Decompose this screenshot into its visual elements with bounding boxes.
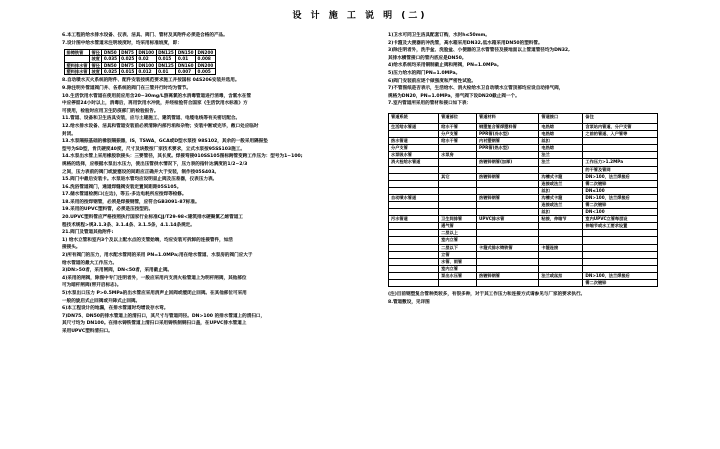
table-row [389,216,658,223]
table-cell [539,237,583,244]
table-cell: 电热熔 [539,123,583,130]
table-cell: 消火栓给水管道 [389,159,439,166]
table-cell: PPR管(冷水型) [477,131,539,138]
table-cell [439,280,477,287]
table-cell: 室内UPVC立管每层设 [583,216,658,223]
table-cell: 备注 [583,113,658,123]
table-cell: 卫生间排管 [439,216,477,223]
text-line: 一般的旋启式止回阀或升降式止回阀。 [62,298,141,304]
table-cell: 热镀锌钢管(加厚) [477,159,539,166]
table-cell: 需二次镀锌 [583,280,658,287]
table-header-row [389,113,658,123]
table-cell [389,209,439,216]
table-cell: 管径 [91,62,100,68]
table-row [389,265,658,272]
table-cell: 电热熔 [539,145,583,152]
table-row [389,145,658,152]
text-line: 14.水泵出水管上采用橡胶软接头：三要管径，其长度。焊接弯接010SS105图标跨管变跨工作压为：型号为1~100; [62,154,303,160]
text-line: 7)不管图纸是否表示，生活给水、消火栓给水卫自动喷水立管顶部均应设自动排气阀， [388,86,564,92]
text-line: 9.除注明外管道阀门井、各系统的阀门在三管并行时均为管节。 [62,85,191,91]
table-cell: 0.01 [176,56,196,62]
table-cell: DN≤100 [583,187,658,194]
text-line: 2)所有阀门的压力，用水配水管网的采用 PN=1.0MPa;用在给水管道、水泵房的阀门应大于 [62,253,253,259]
text-line: 16.洗浴管道阀门，通道焊缝阀安装定置间距距05S105。 [62,184,182,190]
text-line: 15.阀门中最后安装卡。水泵进水管均应设明显止阀及压差器，仪表压力表。 [62,177,218,183]
table-cell [477,258,539,265]
table-cell: 含泵站内管道、分户支管 [583,123,658,130]
table-cell [477,230,539,237]
table-cell [389,187,439,194]
footnote-line: 8.管道敷设，见详图 [388,299,430,305]
pipe-material-table [388,113,658,287]
table-cell: 污水管道 [389,216,439,223]
table-cell: 自动喷水管道 [389,194,439,201]
text-line: 3)除注明者外，洗手盆、洗脸盆、小便器的卫水管管径及接地面以上管道管径均为DN32, [388,48,570,54]
table-cell: 坡度 [91,69,100,75]
text-line: 给水管道的最大工作压力。 [62,260,118,266]
table-cell: 热镀锌钢管 [477,194,539,201]
table-row [65,69,216,75]
table-cell: 的干管及管网 [583,166,658,173]
table-cell [539,258,583,265]
left-text-block-b [62,77,362,335]
table-cell: 丝扣 [539,209,583,216]
table-cell [477,180,539,187]
table-cell [477,209,539,216]
text-line: 10.生活饮用水管道在使用前应用含20~30mg/L游离氯的水消毒管道进行消毒，含氯水在管 [62,93,252,99]
table-cell [439,201,477,208]
text-line: 11.管道、设备和卫生洁具安装，应与土建施工、建筑管道、电缆电线等有关密切配合。 [62,116,241,122]
footnote-line: (注)目前钢塑复合管种类较多，有很多种，对于其工作压力和连接方式请参见与厂家的要求执行。 [388,292,586,298]
table-cell [389,201,439,208]
table-cell [539,223,583,230]
table-row [389,223,658,230]
table-cell [389,237,439,244]
table-cell: PPR管(热水型) [477,145,539,152]
table-cell: 管道系统 [389,113,439,123]
table-cell: 塑料排水管 [66,69,88,75]
text-line: 17.储水管道检测口(左边)，等五-多边电耗所应按焊等检修。 [62,192,187,198]
text-line: 21.阀门及管道其他附件: [62,230,114,236]
page-title: 设 计 施 工 说 明 (二) [292,11,428,21]
text-line: 接接头。 [62,245,81,251]
text-line: 其排水横管接口的管内底应是DN50。 [388,55,467,61]
table-cell: 给水干管 [439,138,477,145]
table-row [389,209,658,216]
table-cell: DN200 [197,62,214,68]
left-column [62,32,362,336]
table-cell [583,251,658,258]
table-cell [477,166,539,173]
text-line: 6)本工程设计的地漏，在排水管道时均增设存水弯。 [62,306,169,312]
table-cell: 沟槽式卡箍 [539,173,583,180]
table-row [389,138,658,145]
table-cell [583,230,658,237]
table-cell: 分户支管 [439,131,477,138]
table-cell [389,131,439,138]
text-line: 19.采用的UPVC塑料管，必须是压按型的。 [62,207,154,213]
table-cell [439,159,477,166]
table-cell: DN>100，法兰焊接后 [583,272,658,279]
table-cell: 0.025 [121,56,135,62]
table-cell [439,194,477,201]
text-line: 之间，压力表前的阀门或旋塞设的间距应正确并大于安装，制作按05S403。 [62,169,220,175]
table-cell: 管道材料 [477,113,539,123]
table-cell [539,265,583,272]
table-cell: 塑料排水管 [66,62,88,68]
table-cell: 管径 [91,50,100,56]
text-line: 可使用，检验时应用卫生防疫部门的检验报告。 [62,108,159,114]
table-cell: 生活给水管道 [389,123,439,130]
table-cell [583,138,658,145]
table-cell [583,244,658,251]
table-cell [389,272,439,279]
table-row [389,251,658,258]
table-cell: 分户支管 [389,145,439,152]
table-cell [477,280,539,287]
table-cell [583,145,658,152]
table-row [389,180,658,187]
table-row [389,131,658,138]
table-cell: 沟槽式卡箍 [539,194,583,201]
right-footnotes [388,291,678,306]
text-line: 12.给水排水设备、洁具和管道安装前必须清除内部污垢和杂物；安装中断或完毕，敞口处应临时 [62,123,259,129]
right-column [388,32,678,306]
table-row [389,159,658,166]
table-cell [439,180,477,187]
table-cell: 需二次镀锌 [583,201,658,208]
table-cell: 法兰 [539,152,583,159]
table-row [389,244,658,251]
text-line: 1)卫水可同卫生洁具配套订购，水封h≤50mm。 [388,33,490,38]
table-cell: DN75 [119,50,136,56]
table-row [389,258,658,265]
left-text-block-a [62,32,362,47]
table-cell: DN>100，法兰焊接后 [583,194,658,201]
table-cell: 卡箍式排水铸铁管 [477,244,539,251]
table-cell [439,187,477,194]
table-cell: 通气管 [439,223,477,230]
text-line: 封闭。 [62,131,76,137]
table-row [389,237,658,244]
table-cell [389,180,439,187]
table-row [389,230,658,237]
slope-table [64,49,216,75]
text-line: 6.本工程的给水排水设备、仪表、洁具、阀门、管材及其附件必须是合格的产品。 [62,33,228,38]
text-line: 7)DN75、DN50的排水管道上的清扫口，其尺寸与管道同径。DN>100 的排水管道上的清扫口， [62,313,266,319]
table-row [65,62,216,68]
table-row [389,272,658,279]
table-cell: 工作压力>1.2MPa [583,159,658,166]
table-row [389,152,658,159]
text-line: 7.室内管道所采用的管材和接口如下表： [388,101,472,107]
table-cell: 水泵房 [439,152,477,159]
table-cell: DN125 [158,50,174,56]
text-line: 8.自动喷水灭火系统的附件、配件安装按规范要求施工并按国标 04S206安装并选用。 [62,78,240,84]
table-cell: 二层以下 [439,244,477,251]
table-cell: DN50 [102,50,119,56]
table-cell: 室内立管 [439,265,477,272]
table-cell [477,265,539,272]
table-row [389,194,658,201]
table-cell: 热镀锌钢管 [477,272,539,279]
table-cell: 0.008 [196,56,216,62]
table-cell [477,187,539,194]
table-cell: DN100 [138,62,155,68]
table-cell: 热水管道 [389,138,439,145]
table-cell: 热镀锌钢管 [477,173,539,180]
text-line: 2)卡箍及大便器的冲洗管，高水箱采用DN32,低水箱采用DN50的塑料管。 [388,40,543,46]
table-cell [439,209,477,216]
text-line: 5)压力给水的阀门PN=1.0MPa。 [388,70,461,76]
table-cell [583,258,658,265]
table-cell: 其它 [439,173,477,180]
table-cell: 0.007 [176,69,196,75]
table-cell: 排铸铁管 [65,50,90,56]
table-cell: 给水干管 [439,123,477,130]
table-cell: DN160 [177,62,194,68]
table-cell: 0.005 [196,69,216,75]
table-cell [539,230,583,237]
table-cell: 水管、雨管 [439,258,477,265]
table-cell: 水泵吸水管 [389,152,439,159]
table-cell: 管道部位 [439,113,477,123]
table-cell [389,244,439,251]
table-cell: 连接或法兰 [539,180,583,187]
table-cell: DN100 [138,50,155,56]
text-line: 其尺寸均为 DN100。在排水铸铁管道上清扫口采用铸铁制铜扫口盖，在UPVC排水管道上 [62,321,247,327]
table-cell: 0.015 [156,56,176,62]
text-line: 可为暗杆闸阀(带开启标志)。 [62,283,122,289]
table-row [389,166,658,173]
table-cell: 0.035 [103,56,118,62]
table-cell: 二层以上 [439,230,477,237]
table-cell: DN<100 [583,209,658,216]
table-cell [389,230,439,237]
table-row [389,187,658,194]
table-cell: DN>100，法兰焊接后 [583,173,658,180]
table-cell: 电热熔 [539,131,583,138]
table-cell [389,251,439,258]
table-cell: 伸缩节或水工要求设置 [583,223,658,230]
table-row [389,201,658,208]
table-cell: 法兰 [539,159,583,166]
text-line: 程技术规程>规3.1.3条、3.1.4条、3.1.5条，4.1.14条规定。 [62,222,195,228]
table-cell [477,237,539,244]
table-cell: DN200 [197,50,214,56]
table-cell [389,265,439,272]
text-line: 6)阀门安装前应逐个做强度和严密性试验。 [388,78,476,84]
table-cell: 0.02 [136,56,156,62]
table-cell [389,166,439,173]
text-line: 规格为DN20，PN=1.0MPa，排气阀下设DN20截止阀一个。 [388,93,520,99]
table-cell [539,166,583,173]
table-cell: 需二次镀锌 [583,180,658,187]
table-cell [539,280,583,287]
table-cell: 0.015 [121,69,135,75]
table-cell: 0.01 [156,69,176,75]
table-cell: 立管 [439,251,477,258]
table-cell [583,152,658,159]
table-cell [539,251,583,258]
table-cell [477,152,539,159]
table-cell: 粘接，伸缩节 [539,216,583,223]
table-cell: 泵出水压管 [439,272,477,279]
table-cell [477,251,539,258]
text-line: 4)采用的闸阀，除图中专门注明者外，一般应采用内支消火栓管道上为明杆闸阀，其他部位 [62,275,247,281]
table-cell: 丝扣 [539,187,583,194]
table-cell [477,201,539,208]
table-cell [439,145,477,152]
text-line: 采用UPVC塑料清扫口。 [62,328,113,334]
table-cell [389,173,439,180]
table-cell: 室内立管 [439,237,477,244]
text-line: 4)给水系统均采用铜制截止阀和闸阀，PN=1.0MPa。 [388,63,502,69]
table-row [389,173,658,180]
table-cell [389,258,439,265]
text-line: 1) 给水立管和室内3个及以上配水点的支管始端，均应安装可拆卸的连接管件，如活 [62,237,233,243]
table-cell: 之前的管道、入户管等 [583,131,658,138]
table-cell: 丝扣 [539,138,583,145]
table-row [389,123,658,130]
table-cell [583,237,658,244]
text-line: 中应停留24小时以上，消毒后，再用饮用水冲洗，并经检验符合国家《生活饮用水标准》方 [62,101,248,107]
table-cell: DN75 [119,62,136,68]
table-cell [439,166,477,173]
text-line: 13.水泵隔振基础的橡胶隔振器，IS，TSWA，GCA或D型水泵按 98S102，其余的一般采用隔振垫 [62,139,268,145]
table-cell: 0.012 [136,69,156,75]
text-line: 规格的选择，应根据水泵出水压力，使出压管供水情况下，压力表的指针达满度的1/2~2/3 [62,161,248,167]
table-row [389,280,658,287]
text-line: 20.UPVC塑料管应严格按照执行国家行业标准CJJ/T29-98<建筑排水硬聚氯乙烯管道工 [62,215,243,221]
right-text-block [388,32,678,108]
table-cell: 卡箍连接 [539,244,583,251]
table-cell [389,280,439,287]
table-cell: DN50 [102,62,119,68]
text-line: 3)DN>50者，采用闸阀，DN<50者，采用截止阀。 [62,268,173,274]
table-cell: 法兰或丝扣 [539,272,583,279]
table-cell: 内衬塑钢管 [477,138,539,145]
table-cell [389,223,439,230]
table-cell [477,223,539,230]
table-cell: DN150 [177,50,194,56]
table-cell [583,265,658,272]
table-cell: 坡度 [91,56,100,62]
table-cell: 0.025 [103,69,118,75]
text-line: 7.设计图中给水管道未注明坡度时，均采用标准坡度，即： [62,40,182,46]
text-line: 5)水泵出口压力 P>0.5MPa的出水管应采用消声止回阀或缓闭止回阀。在其他部位可采用 [62,291,247,296]
text-line: 型号为SD型，肯氏硬度40度，尺寸及块数按厂家技术要求，立式水泵按95SS103施工。 [62,146,245,152]
text-line: 18.采用的按焊钢管，必须是焊接钢管，应符合GB3091-87标准。 [62,199,200,205]
table-cell: 钢塑复合管焊塑料管 [477,123,539,130]
table-cell: UPVC排水管 [477,216,539,223]
table-cell: 连接或法兰 [539,201,583,208]
table-cell: 管道接口 [539,113,583,123]
table-cell: DN125 [158,62,174,68]
